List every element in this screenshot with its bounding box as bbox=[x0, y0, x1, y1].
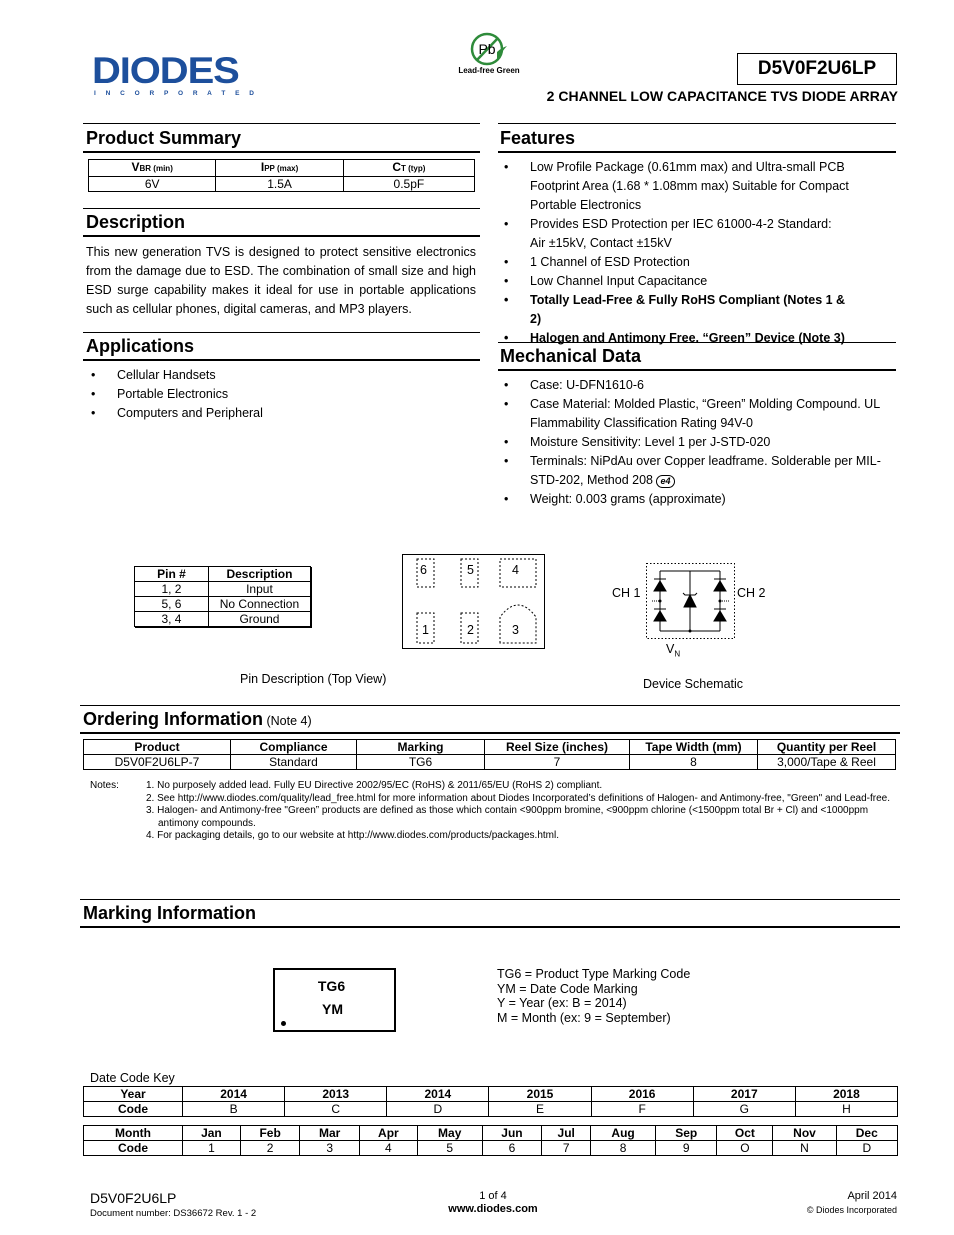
note-item: 1. No purposely added lead. Fully EU Directive 2002/95/EC (RoHS) & 2011/65/EU (RoHS 2) compliant. bbox=[146, 780, 603, 791]
part-number-box bbox=[737, 53, 897, 85]
ipp-header: IPP (max) bbox=[216, 160, 343, 177]
features-list bbox=[498, 158, 858, 348]
code-cell: 9 bbox=[656, 1141, 717, 1156]
code-cell: H bbox=[795, 1102, 897, 1117]
table-header: Reel Size (inches) bbox=[485, 740, 630, 755]
list-item: • Low Profile Package (0.61mm max) and Ultra-small PCB Footprint Area (1.68 * 1.08mm max) Suitable for Compact Portable Electronics bbox=[498, 158, 858, 215]
logo-subtext: I N C O R P O R A T E D bbox=[94, 90, 258, 97]
ct-value: 0.5pF bbox=[343, 177, 474, 192]
e4-symbol: e4 bbox=[656, 475, 674, 488]
code-cell: O bbox=[717, 1141, 773, 1156]
code-cell: B bbox=[183, 1102, 285, 1117]
date-code-caption: Date Code Key bbox=[90, 1071, 175, 1085]
list-item bbox=[498, 215, 858, 253]
code-label: Code bbox=[84, 1141, 183, 1156]
legend-line: Y = Year (ex: B = 2014) bbox=[497, 996, 627, 1010]
month-cell: Dec bbox=[836, 1126, 897, 1141]
list-item: • Moisture Sensitivity: Level 1 per J-STD-020 bbox=[498, 433, 888, 452]
table-cell: 8 bbox=[630, 755, 758, 770]
note-item: 3. Halogen- and Antimony-free "Green” products are defined as those which contain <900ppm bromine, <900ppm chlorine (<1500ppm total Br + Cl) and <1000ppm antimony compounds. bbox=[146, 805, 869, 829]
year-cell: 2014 bbox=[183, 1087, 285, 1102]
product-summary-title: Product Summary bbox=[86, 128, 242, 148]
legend-line: TG6 = Product Type Marking Code bbox=[497, 967, 691, 981]
month-cell: Oct bbox=[717, 1126, 773, 1141]
description-text: This new generation TVS is designed to protect sensitive electronics from the damage due to ESD. The combination of small size and high ESD surge capability makes it ideal for use in portable applications such as cellular phones, digital cameras, and MP3 players. bbox=[86, 245, 476, 316]
code-cell: N bbox=[773, 1141, 836, 1156]
table-header: Compliance bbox=[231, 740, 357, 755]
marking-line1: TG6 bbox=[317, 978, 346, 994]
ch2-label: CH 2 bbox=[737, 586, 766, 600]
diodes-logo bbox=[92, 52, 267, 102]
note-item: 2. See http://www.diodes.com/quality/lead_free.html for more information about Diodes Incorporated’s definitions of Halogen- and Antimony-free, "Green" and Lead-free. bbox=[146, 792, 890, 804]
year-cell: 2017 bbox=[693, 1087, 795, 1102]
list-item: • Computers and Peripheral bbox=[85, 404, 475, 423]
list-item: • Totally Lead-Free & Fully RoHS Compliant (Notes 1 & 2) bbox=[498, 291, 858, 329]
applications-title: Applications bbox=[86, 336, 195, 356]
month-cell: Jun bbox=[482, 1126, 542, 1141]
list-item: • Halogen and Antimony Free. “Green” Device (Note 3) bbox=[498, 329, 858, 348]
pin-table bbox=[134, 566, 311, 627]
table-cell: 3,000/Tape & Reel bbox=[758, 755, 896, 770]
lead-free-label: Lead-free Green bbox=[458, 66, 520, 75]
year-code-table bbox=[83, 1086, 898, 1117]
list-item: • 1 Channel of ESD Protection bbox=[498, 253, 858, 272]
product-summary-table bbox=[88, 159, 475, 192]
year-cell: 2015 bbox=[489, 1087, 591, 1102]
pin-label: 2 bbox=[467, 623, 474, 637]
list-item: • Case: U-DFN1610-6 bbox=[498, 376, 888, 395]
table-header: Marking bbox=[357, 740, 485, 755]
lead-free-badge bbox=[452, 30, 526, 80]
table-cell: 5, 6 bbox=[135, 597, 209, 612]
code-cell: 1 bbox=[183, 1141, 241, 1156]
notes-list bbox=[146, 780, 894, 843]
code-cell: 7 bbox=[542, 1141, 591, 1156]
month-cell: Jul bbox=[542, 1126, 591, 1141]
list-item: • Weight: 0.003 grams (approximate) bbox=[498, 490, 888, 509]
month-cell: Feb bbox=[240, 1126, 300, 1141]
pin-caption: Pin Description (Top View) bbox=[240, 672, 387, 686]
year-cell: 2018 bbox=[795, 1087, 897, 1102]
ordering-note: (Note 4) bbox=[263, 714, 312, 728]
footer-part: D5V0F2U6LP bbox=[90, 1190, 177, 1206]
note-item: 4. For packaging details, go to our website at http://www.diodes.com/products/packages.html. bbox=[146, 830, 559, 841]
mechanical-rule bbox=[498, 342, 896, 343]
month-cell: Sep bbox=[656, 1126, 717, 1141]
marking-rule bbox=[80, 899, 900, 900]
applications-underline bbox=[83, 359, 480, 361]
footer-copyright: © Diodes Incorporated bbox=[806, 1205, 897, 1215]
month-label: Month bbox=[84, 1126, 183, 1141]
product-summary-underline bbox=[83, 151, 480, 153]
marking-box bbox=[273, 968, 396, 1032]
year-label: Year bbox=[84, 1087, 183, 1102]
list-item: • Case Material: Molded Plastic, “Green” Molding Compound. UL Flammability Classification Rating 94V-0 bbox=[498, 395, 888, 433]
ordering-title: Ordering Information bbox=[83, 709, 263, 729]
pin-number-header: Pin # bbox=[135, 567, 209, 582]
table-cell: 3, 4 bbox=[135, 612, 209, 627]
applications-rule bbox=[83, 332, 480, 333]
ipp-value: 1.5A bbox=[216, 177, 343, 192]
marking-underline bbox=[80, 926, 900, 928]
table-cell: Input bbox=[208, 582, 310, 597]
vbr-value: 6V bbox=[89, 177, 216, 192]
code-cell: 4 bbox=[359, 1141, 417, 1156]
applications-list bbox=[85, 366, 475, 423]
code-cell: 2 bbox=[240, 1141, 300, 1156]
ordering-rule bbox=[80, 705, 900, 706]
code-cell: F bbox=[591, 1102, 693, 1117]
description-title: Description bbox=[86, 212, 186, 232]
table-header: Quantity per Reel bbox=[758, 740, 896, 755]
month-cell: May bbox=[417, 1126, 482, 1141]
table-cell: Standard bbox=[231, 755, 357, 770]
part-number: D5V0F2U6LP bbox=[757, 58, 877, 79]
esd-levels: Air ±15kV, Contact ±15kV bbox=[530, 236, 672, 250]
month-cell: Jan bbox=[183, 1126, 241, 1141]
code-cell: 5 bbox=[417, 1141, 482, 1156]
month-cell: Apr bbox=[359, 1126, 417, 1141]
table-cell: 7 bbox=[485, 755, 630, 770]
ordering-underline bbox=[80, 732, 900, 734]
ordering-table bbox=[83, 739, 896, 770]
code-cell: 6 bbox=[482, 1141, 542, 1156]
mechanical-underline bbox=[498, 369, 896, 371]
description-rule bbox=[83, 208, 480, 209]
lead-free-icon bbox=[469, 30, 509, 68]
code-cell: E bbox=[489, 1102, 591, 1117]
description-underline bbox=[83, 235, 480, 237]
table-cell: TG6 bbox=[357, 755, 485, 770]
subtitle: 2 CHANNEL LOW CAPACITANCE TVS DIODE ARRAY bbox=[546, 88, 898, 104]
device-schematic bbox=[646, 563, 735, 639]
table-header: Product bbox=[84, 740, 231, 755]
pin-label: 6 bbox=[420, 563, 427, 577]
code-cell: 3 bbox=[300, 1141, 360, 1156]
year-cell: 2013 bbox=[285, 1087, 387, 1102]
footer-docnum: Document number: DS36672 Rev. 1 - 2 bbox=[90, 1208, 257, 1219]
pin-diagram bbox=[402, 554, 545, 649]
ct-header: CT (typ) bbox=[343, 160, 474, 177]
code-cell: D bbox=[387, 1102, 489, 1117]
month-cell: Aug bbox=[591, 1126, 656, 1141]
ordering-title-line bbox=[83, 709, 312, 730]
schematic-caption: Device Schematic bbox=[643, 677, 744, 691]
features-title: Features bbox=[500, 128, 576, 148]
list-item: • Cellular Handsets bbox=[85, 366, 475, 385]
table-header: Tape Width (mm) bbox=[630, 740, 758, 755]
marking-legend bbox=[497, 967, 690, 1025]
list-item bbox=[498, 452, 888, 490]
code-cell: G bbox=[693, 1102, 795, 1117]
pb-symbol: Pb bbox=[478, 41, 496, 57]
logo-text: DIODES bbox=[92, 50, 239, 91]
footer-date: April 2014 bbox=[847, 1190, 897, 1202]
legend-line: M = Month (ex: 9 = September) bbox=[497, 1010, 671, 1025]
ch1-label: CH 1 bbox=[612, 586, 641, 600]
mechanical-list bbox=[498, 376, 888, 509]
pin-label: 3 bbox=[512, 623, 519, 637]
code-label: Code bbox=[84, 1102, 183, 1117]
pin-description-header: Description bbox=[208, 567, 310, 582]
vn-label: $V_N$ bbox=[666, 642, 681, 659]
features-rule bbox=[498, 123, 896, 124]
pin-label: 1 bbox=[422, 623, 429, 637]
notes-label: Notes: bbox=[90, 780, 119, 791]
vbr-header: VBR (min) bbox=[89, 160, 216, 177]
product-summary-rule bbox=[83, 123, 480, 124]
marking-title: Marking Information bbox=[83, 903, 257, 923]
pin-label: 4 bbox=[512, 563, 519, 577]
table-cell: Ground bbox=[208, 612, 310, 627]
list-item: • Portable Electronics bbox=[85, 385, 475, 404]
features-underline bbox=[498, 151, 896, 153]
marking-line2: YM bbox=[322, 1001, 343, 1017]
year-cell: 2016 bbox=[591, 1087, 693, 1102]
year-cell: 2014 bbox=[387, 1087, 489, 1102]
footer-page: 1 of 4 bbox=[479, 1190, 507, 1202]
table-cell: No Connection bbox=[208, 597, 310, 612]
legend-line: YM = Date Code Marking bbox=[497, 981, 638, 996]
month-cell: Nov bbox=[773, 1126, 836, 1141]
mechanical-title: Mechanical Data bbox=[500, 346, 642, 366]
terminals-text: Terminals: NiPdAu over Copper leadframe. Solderable per MIL-STD-202, Method 208 bbox=[530, 454, 881, 487]
code-cell: 8 bbox=[591, 1141, 656, 1156]
table-cell: 1, 2 bbox=[135, 582, 209, 597]
month-cell: Mar bbox=[300, 1126, 360, 1141]
code-cell: C bbox=[285, 1102, 387, 1117]
pin-label: 5 bbox=[467, 563, 474, 577]
table-cell: D5V0F2U6LP-7 bbox=[84, 755, 231, 770]
footer-url[interactable]: www.diodes.com bbox=[448, 1203, 538, 1215]
month-code-table bbox=[83, 1125, 898, 1156]
code-cell: D bbox=[836, 1141, 897, 1156]
esd-standard: Provides ESD Protection per IEC 61000-4-2 Standard: bbox=[530, 217, 832, 231]
pin1-dot bbox=[281, 1021, 286, 1026]
list-item: • Low Channel Input Capacitance bbox=[498, 272, 858, 291]
